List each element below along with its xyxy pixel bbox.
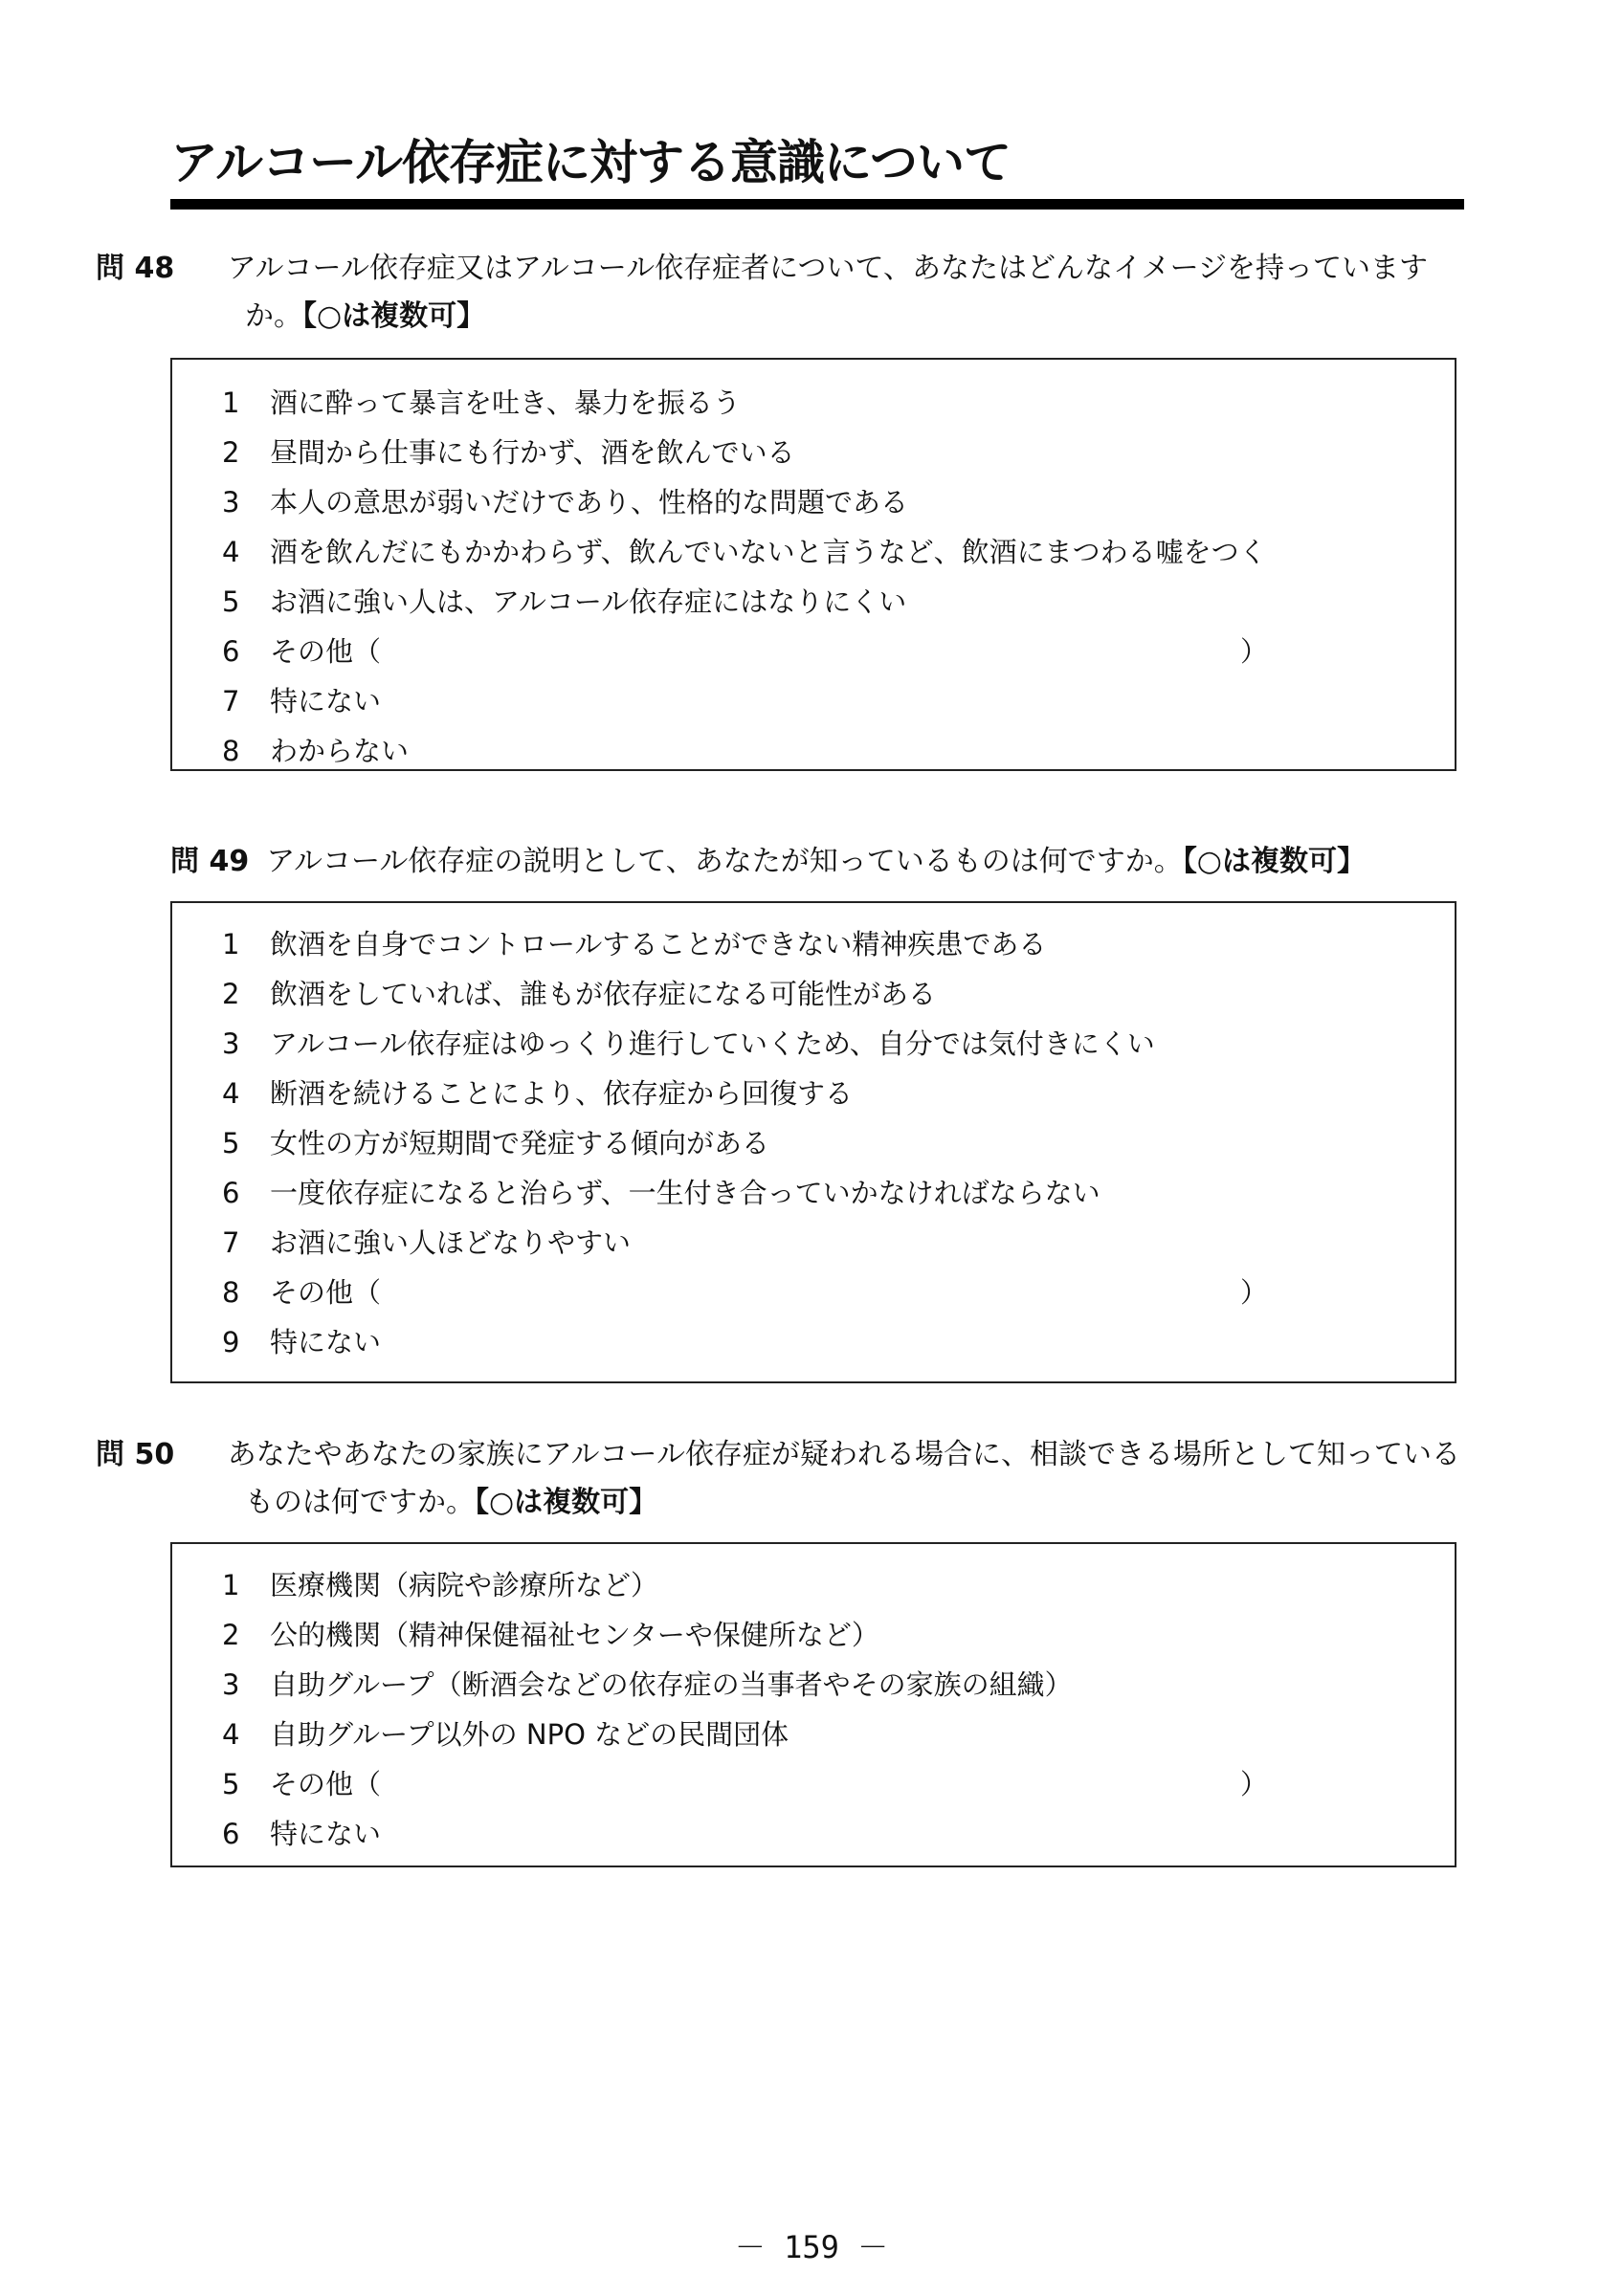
question-note: 【○は複数可】 [302,299,486,333]
option-number: 7 [222,685,240,718]
option-item[interactable] [222,1219,631,1267]
option-label: 医療機関（病院や診療所など） [270,1569,659,1601]
question-number: 問 50 [96,1438,175,1471]
option-label: その他（ [270,1276,382,1309]
option-item[interactable] [222,1318,381,1366]
option-number: 2 [222,1619,240,1651]
question-49 [170,838,1464,886]
option-label: 本人の意思が弱いだけであり、性格的な問題である [270,486,909,519]
option-number: 1 [222,1569,240,1601]
question-number: 問 49 [170,845,250,878]
option-item[interactable] [222,1169,1101,1217]
option-label: 断酒を続けることにより、依存症から回復する [270,1077,854,1110]
options-box-48 [170,358,1456,771]
question-48 [96,245,1464,341]
option-item[interactable] [222,478,908,526]
option-label: アルコール依存症はゆっくり進行していくため、自分では気付きにくい [270,1027,1155,1060]
option-label: その他（ [270,635,382,668]
option-label: 酒を飲んだにもかかわらず、飲んでいないと言うなど、飲酒にまつわる嘘をつく [270,536,1267,568]
option-number: 3 [222,486,240,519]
question-note: 【○は複数可】 [475,1486,658,1519]
other-close-paren: ） [1240,1276,1269,1309]
option-label: 特にない [270,685,382,718]
option-number: 8 [222,1276,240,1309]
option-item[interactable] [222,1711,789,1758]
question-note: 【○は複数可】 [1182,845,1366,878]
option-label: その他（ [270,1768,382,1800]
option-item[interactable] [222,1561,658,1609]
page-number: － 159 － [734,2229,889,2265]
other-close-paren: ） [1240,635,1269,668]
option-item[interactable] [222,429,795,476]
option-label: 自助グループ（断酒会などの依存症の当事者やその家族の組織） [270,1668,1073,1701]
option-item[interactable] [222,1810,381,1858]
option-item[interactable] [222,970,936,1018]
option-number: 2 [222,978,240,1010]
option-number: 6 [222,1818,240,1850]
option-number: 3 [222,1668,240,1701]
option-item[interactable] [222,578,906,626]
option-label: 公的機関（精神保健福祉センターや保健所など） [270,1619,879,1651]
option-number: 4 [222,1077,240,1110]
question-text: あなたやあなたの家族にアルコール依存症が疑われる場合に、相談できる場所として知っているものは何ですか。 [227,1438,1460,1519]
option-label: 一度依存症になると治らず、一生付き合っていかなければならない [270,1177,1101,1209]
option-item[interactable] [222,1119,769,1167]
option-label: 自助グループ以外の NPO などの民間団体 [270,1718,789,1751]
option-number: 1 [222,928,240,960]
question-number: 問 48 [96,252,175,285]
option-label: 特にない [270,1818,382,1850]
page-title: アルコール依存症に対する意識について [170,135,1011,190]
option-label: お酒に強い人は、アルコール依存症にはなりにくい [270,585,907,618]
option-number: 2 [222,436,240,469]
option-number: 3 [222,1027,240,1060]
option-item[interactable] [222,528,1267,576]
option-item[interactable] [222,379,741,427]
other-close-paren: ） [1240,1768,1269,1800]
option-number: 4 [222,1718,240,1751]
option-number: 5 [222,1768,240,1800]
option-item[interactable] [222,727,409,775]
option-number: 1 [222,386,240,419]
option-item-other[interactable] [222,1760,1275,1808]
question-50 [96,1431,1464,1527]
option-label: 昼間から仕事にも行かず、酒を飲んでいる [270,436,795,469]
option-number: 6 [222,635,240,668]
options-box-49 [170,901,1456,1383]
option-number: 5 [222,1127,240,1159]
title-rule [170,199,1464,210]
option-number: 9 [222,1326,240,1358]
question-text: アルコール依存症又はアルコール依存症者について、あなたはどんなイメージを持っていますか。 [227,252,1429,333]
question-text: アルコール依存症の説明として、あなたが知っているものは何ですか。 [266,845,1183,878]
option-number: 6 [222,1177,240,1209]
option-item[interactable] [222,677,381,725]
option-label: 酒に酔って暴言を吐き、暴力を振るう [270,386,741,419]
option-label: お酒に強い人ほどなりやすい [270,1226,632,1259]
option-label: 飲酒をしていれば、誰もが依存症になる可能性がある [270,978,937,1010]
option-label: 特にない [270,1326,382,1358]
option-label: 飲酒を自身でコントロールすることができない精神疾患である [270,928,1047,960]
option-label: 女性の方が短期間で発症する傾向がある [270,1127,770,1159]
option-number: 5 [222,585,240,618]
option-number: 4 [222,536,240,568]
option-item[interactable] [222,1070,853,1117]
option-number: 8 [222,735,240,767]
option-item[interactable] [222,1661,1073,1709]
options-box-50 [170,1542,1456,1867]
option-number: 7 [222,1226,240,1259]
option-item-other[interactable] [222,1269,1275,1316]
option-item[interactable] [222,920,1046,968]
option-item[interactable] [222,1611,879,1659]
option-label: わからない [270,735,410,767]
option-item-other[interactable] [222,628,1275,675]
option-item[interactable] [222,1020,1155,1068]
